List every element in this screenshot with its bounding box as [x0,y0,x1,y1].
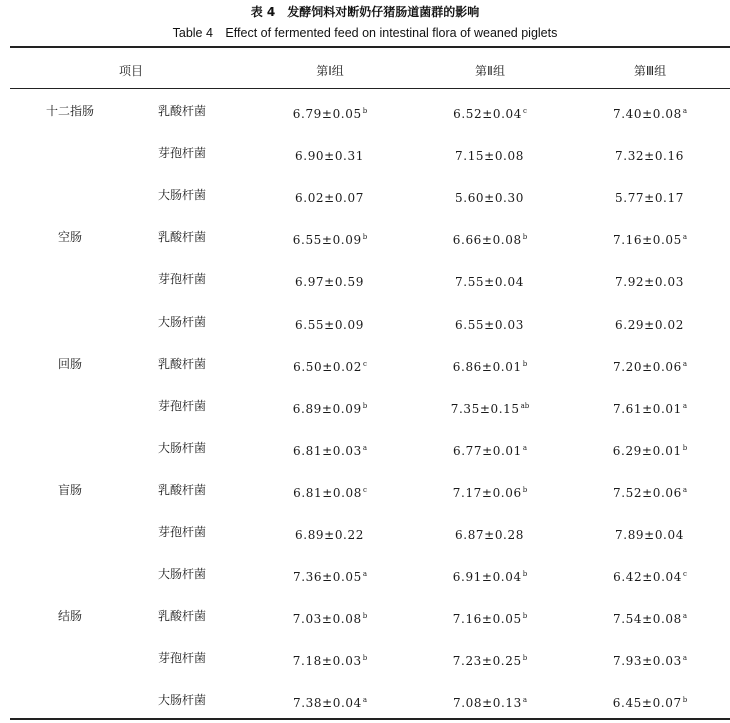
group-3-value: 6.42±0.04 [613,570,682,585]
significance-letter: a [682,654,688,663]
group-2-value: 7.08±0.13 [452,696,522,711]
bacteria-name-cell: 大肠杆菌 [158,188,207,203]
group-3-value: 6.29±0.02 [615,317,684,332]
group-1-value: 7.18±0.03 [292,654,362,669]
group-2-value-cell [435,690,545,713]
significance-letter: a [522,443,528,452]
group-2-value: 6.86±0.01 [452,359,522,374]
group-1-value: 6.97±0.59 [295,275,364,290]
significance-letter: b [522,570,528,579]
column-header-group-2: 第Ⅱ组 [475,64,505,78]
table-row [0,143,730,163]
table-row [0,312,730,332]
group-3-value: 7.89±0.04 [615,528,684,542]
group-3-value: 7.61±0.01 [612,401,682,416]
group-3-value-cell [595,396,705,419]
group-1-value: 6.55±0.09 [292,233,362,248]
group-1-value-cell [275,648,385,671]
group-3-value-cell [595,564,705,587]
group-1-value: 6.81±0.03 [292,443,362,458]
group-3-value-cell [595,143,705,166]
group-3-value: 7.54±0.08 [612,612,682,627]
group-2-value-cell [435,101,545,124]
significance-letter: c [522,107,527,115]
intestinal-segment-cell: 空肠 [57,230,82,245]
significance-letter: a [362,570,368,579]
significance-letter: b [362,654,368,663]
group-1-value-cell [275,564,385,587]
group-1-value-cell [275,690,385,713]
table-row [0,690,730,710]
group-3-value-cell [595,606,705,629]
bacteria-name-cell: 乳酸杆菌 [158,230,207,245]
table-header-rule [10,88,730,89]
group-2-value: 7.23±0.25 [452,654,522,669]
group-3-value: 7.92±0.03 [615,275,684,290]
group-2-value: 6.52±0.04 [453,107,522,121]
group-2-value-cell [435,269,545,292]
intestinal-segment-cell: 盲肠 [57,482,82,497]
bacteria-name-cell: 芽孢杆菌 [158,146,207,161]
intestinal-segment-cell: 结肠 [57,609,82,624]
group-1-value-cell [275,185,385,208]
group-2-value: 5.60±0.30 [455,191,524,206]
group-1-value: 6.81±0.08 [293,485,362,500]
significance-letter: ab [520,401,530,410]
group-1-value-cell [275,269,385,292]
significance-letter: a [682,359,688,368]
group-3-value-cell [595,312,705,335]
bacteria-name-cell: 乳酸杆菌 [158,356,207,371]
group-3-value: 7.40±0.08 [612,107,682,121]
group-1-value-cell [275,438,385,461]
group-2-value: 6.77±0.01 [452,443,522,458]
significance-letter: a [362,443,368,452]
group-1-value: 6.79±0.05 [292,107,362,121]
group-2-value-cell [435,143,545,166]
group-2-value-cell [435,522,545,545]
significance-letter: a [522,696,528,705]
significance-letter: b [522,612,528,621]
group-3-value: 7.52±0.06 [612,485,682,500]
group-1-value: 6.02±0.07 [295,191,364,206]
group-1-value: 6.89±0.22 [295,528,364,542]
group-1-value-cell [275,396,385,419]
group-2-value-cell [435,648,545,671]
table-row [0,185,730,205]
bacteria-name-cell: 芽孢杆菌 [158,398,207,413]
significance-letter: a [682,612,688,621]
group-3-value-cell [595,522,705,545]
significance-letter: a [682,401,688,410]
group-2-value: 7.55±0.04 [455,275,524,290]
group-2-value: 7.15±0.08 [455,149,524,164]
significance-letter: a [682,107,688,115]
significance-letter: b [362,233,368,242]
group-1-value: 6.90±0.31 [295,149,364,164]
significance-letter: b [362,401,368,410]
group-1-value-cell [275,227,385,250]
group-2-value-cell [435,354,545,377]
group-2-value-cell [435,606,545,629]
significance-letter: a [682,233,688,242]
group-3-value: 7.20±0.06 [612,359,682,374]
group-3-value-cell [595,227,705,250]
group-1-value-cell [275,101,385,124]
group-2-value: 7.16±0.05 [452,612,522,627]
table-title-english: Table 4 Effect of fermented feed on intestinal flora of weaned piglets [172,26,558,40]
bacteria-name-cell: 芽孢杆菌 [158,525,207,539]
group-1-value: 6.55±0.09 [295,317,364,332]
group-3-value-cell [595,269,705,292]
significance-letter: c [362,485,367,494]
bacteria-name-cell: 乳酸杆菌 [158,482,207,497]
table-row [0,564,730,584]
group-3-value-cell [595,185,705,208]
bacteria-name-cell: 乳酸杆菌 [158,104,207,118]
significance-letter: b [682,696,688,705]
group-1-value-cell [275,606,385,629]
group-3-value: 7.93±0.03 [612,654,682,669]
table-row [0,606,730,626]
table-row [0,522,730,542]
group-1-value: 6.50±0.02 [293,359,362,374]
column-header-item: 项目 [118,64,143,78]
group-1-value-cell [275,143,385,166]
table-row [0,269,730,289]
bacteria-name-cell: 大肠杆菌 [158,314,207,329]
significance-letter: a [682,485,688,494]
table-bottom-rule [10,718,730,720]
group-1-value-cell [275,480,385,503]
bacteria-name-cell: 大肠杆菌 [158,693,207,708]
group-1-value-cell [275,312,385,335]
significance-letter: b [362,107,368,115]
group-3-value: 6.29±0.01 [612,443,682,458]
table-row [0,354,730,374]
group-1-value: 7.36±0.05 [292,570,362,585]
significance-letter: b [522,654,528,663]
group-3-value-cell [595,438,705,461]
bacteria-name-cell: 芽孢杆菌 [158,651,207,666]
table-title-chinese: 表 4 发酵饲料对断奶仔猪肠道菌群的影响 [250,5,480,19]
group-2-value: 6.66±0.08 [452,233,522,248]
column-header-group-3: 第Ⅲ组 [633,64,667,78]
significance-letter: b [522,233,528,242]
group-1-value-cell [275,354,385,377]
significance-letter: a [362,696,368,705]
group-2-value: 6.87±0.28 [455,528,524,542]
group-1-value: 6.89±0.09 [292,401,362,416]
table-row [0,101,730,121]
group-3-value: 6.45±0.07 [612,696,682,711]
table-row [0,480,730,500]
intestinal-segment-cell: 十二指肠 [45,104,94,118]
table-row [0,396,730,416]
significance-letter: c [362,359,367,368]
significance-letter: b [522,359,528,368]
bacteria-name-cell: 大肠杆菌 [158,567,207,582]
group-2-value: 6.55±0.03 [455,317,524,332]
group-3-value: 5.77±0.17 [615,191,684,206]
group-3-value-cell [595,101,705,124]
group-1-value: 7.03±0.08 [292,612,362,627]
group-2-value-cell [435,438,545,461]
group-1-value-cell [275,522,385,545]
group-3-value-cell [595,690,705,713]
table-top-rule [10,46,730,48]
table-row [0,227,730,247]
group-2-value-cell [435,564,545,587]
group-2-value-cell [435,480,545,503]
group-2-value: 6.91±0.04 [452,570,522,585]
group-3-value: 7.32±0.16 [615,149,684,164]
significance-letter: c [682,570,687,579]
intestinal-segment-cell: 回肠 [57,356,82,371]
group-3-value-cell [595,354,705,377]
group-2-value-cell [435,396,545,419]
group-3-value: 7.16±0.05 [612,233,682,248]
group-2-value: 7.35±0.15 [450,401,520,416]
significance-letter: b [522,485,528,494]
group-2-value-cell [435,312,545,335]
group-2-value-cell [435,227,545,250]
bacteria-name-cell: 大肠杆菌 [158,440,207,455]
table-row [0,648,730,668]
significance-letter: b [682,443,688,452]
column-header-group-1: 第Ⅰ组 [316,64,344,78]
bacteria-name-cell: 乳酸杆菌 [158,609,207,624]
bacteria-name-cell: 芽孢杆菌 [158,272,207,287]
group-3-value-cell [595,648,705,671]
significance-letter: b [362,612,368,621]
group-2-value-cell [435,185,545,208]
group-2-value: 7.17±0.06 [452,485,522,500]
group-3-value-cell [595,480,705,503]
group-1-value: 7.38±0.04 [292,696,362,711]
table-row [0,438,730,458]
